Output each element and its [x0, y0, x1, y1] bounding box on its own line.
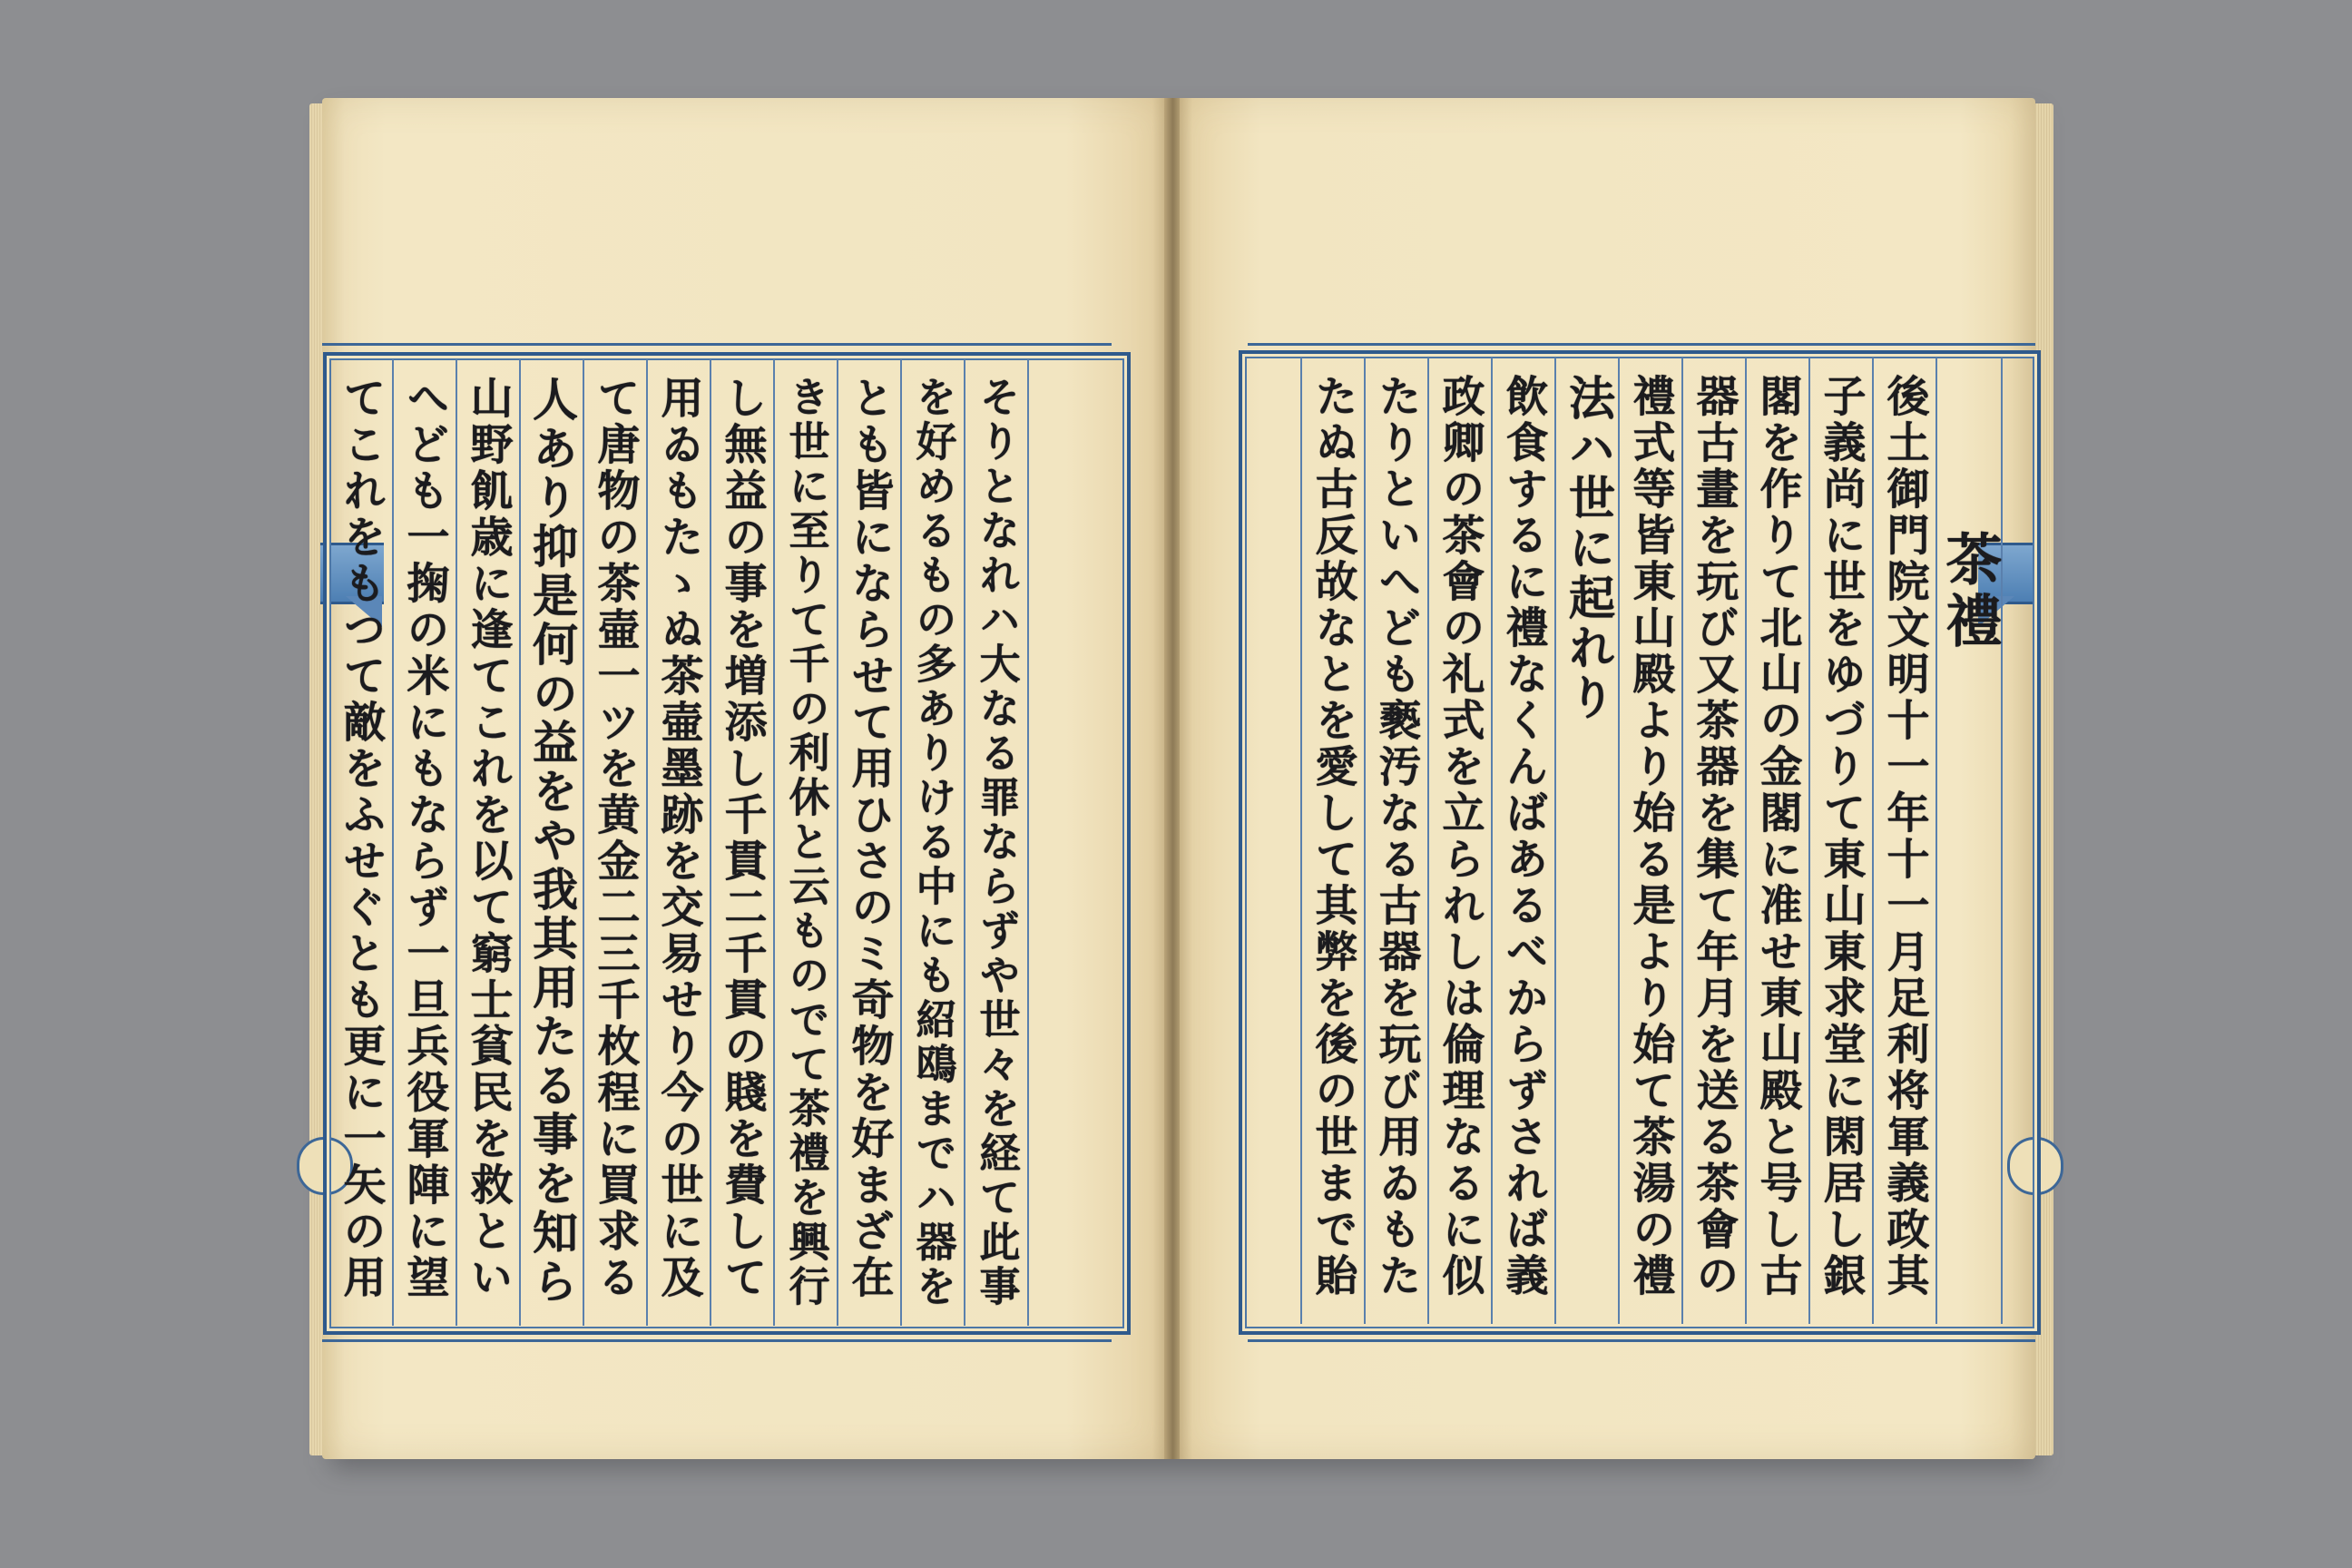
column-text: 人あり抑是何の益をや我其用たる事を知ら [525, 376, 579, 1307]
bottom-rule [1248, 1339, 2035, 1342]
column-left-3 [838, 359, 902, 1326]
column-text: 禮式等皆東山殿より始る是より始て茶湯の禮 [1625, 374, 1676, 1299]
column-right-1 [1874, 358, 1937, 1324]
column-left-11 [330, 359, 394, 1326]
column-right-3 [1747, 358, 1810, 1324]
column-text: し無益の事を増添し千貫二千貫の賤を費して [717, 376, 768, 1301]
column-text: を好めるもの多ありける中にも紹鴎までハ器を [908, 376, 957, 1309]
column-text: へども一掬の米にもならず一旦兵役軍陣に望 [399, 376, 450, 1301]
section-title: 茶禮 [1936, 530, 2003, 653]
column-text: 子義尚に世をゆづりて東山東求堂に閑居し銀 [1816, 374, 1867, 1299]
column-text: 山野飢歳に逢てこれを以て窮士貧民を救とい [463, 376, 514, 1301]
top-rule [1248, 343, 2035, 346]
column-text: たりといへども褻汚なる古器を玩び用ゐもた [1371, 374, 1422, 1299]
column-right-7 [1493, 358, 1556, 1324]
column-text: そりとなれハ大なる罪ならずや世々を経て此事 [972, 376, 1021, 1309]
column-text: とも皆にならせて用ひさのミ奇物を好まざ在 [844, 376, 895, 1301]
open-book [322, 98, 2035, 1459]
column-right-title [1937, 358, 2003, 1324]
left-page [322, 98, 1166, 1459]
column-right-2 [1810, 358, 1874, 1324]
column-left-blank [1029, 359, 1123, 1326]
column-left-4 [775, 359, 838, 1326]
column-right-margin [2003, 358, 2034, 1324]
right-page [1180, 98, 2035, 1459]
column-right-blank [1246, 358, 1302, 1324]
column-right-8 [1429, 358, 1493, 1324]
column-right-5 [1620, 358, 1683, 1324]
column-left-2 [902, 359, 965, 1326]
column-text: 後土御門院文明十一年十一月足利将軍義政其 [1879, 374, 1930, 1299]
column-text: て唐物の茶壷一ツを黄金二三千枚程に買求る [590, 376, 641, 1301]
column-right-4 [1683, 358, 1747, 1324]
column-area-right [1246, 358, 2034, 1326]
column-right-6 [1556, 358, 1620, 1324]
column-text: 法ハ世に起れり [1560, 374, 1615, 723]
column-text: てこれをもつて敵をふせぐとも更に一矢の用 [336, 376, 387, 1301]
column-right-10 [1302, 358, 1366, 1324]
column-left-6 [648, 359, 711, 1326]
column-left-10 [394, 359, 457, 1326]
text-frame-right [1239, 350, 2041, 1335]
column-right-9 [1366, 358, 1429, 1324]
column-text: 用ゐもたゝぬ茶壷墨跡を交易せり今の世に及 [653, 376, 704, 1301]
column-left-7 [584, 359, 648, 1326]
column-text: 器古畫を玩び又茶器を集て年月を送る茶會の [1689, 374, 1740, 1299]
column-text: 政卿の茶會の礼式を立られしは倫理なるに似 [1435, 374, 1485, 1299]
column-text: き世に至りて千の利休と云ものでて茶禮を興行 [781, 376, 830, 1309]
column-left-1 [965, 359, 1029, 1326]
text-frame-left [323, 352, 1131, 1335]
top-rule [322, 343, 1112, 346]
column-text: たぬ古反故なとを愛して其弊を後の世まで貽 [1308, 374, 1358, 1299]
column-left-9 [457, 359, 521, 1326]
column-left-5 [711, 359, 775, 1326]
bottom-rule [322, 1339, 1112, 1342]
column-area-left [330, 359, 1123, 1328]
column-left-8 [521, 359, 584, 1326]
column-text: 飲食するに禮なくんばあるべからずされば義 [1498, 374, 1549, 1299]
column-text: 閣を作りて北山の金閣に准せ東山殿と号し古 [1752, 374, 1803, 1299]
